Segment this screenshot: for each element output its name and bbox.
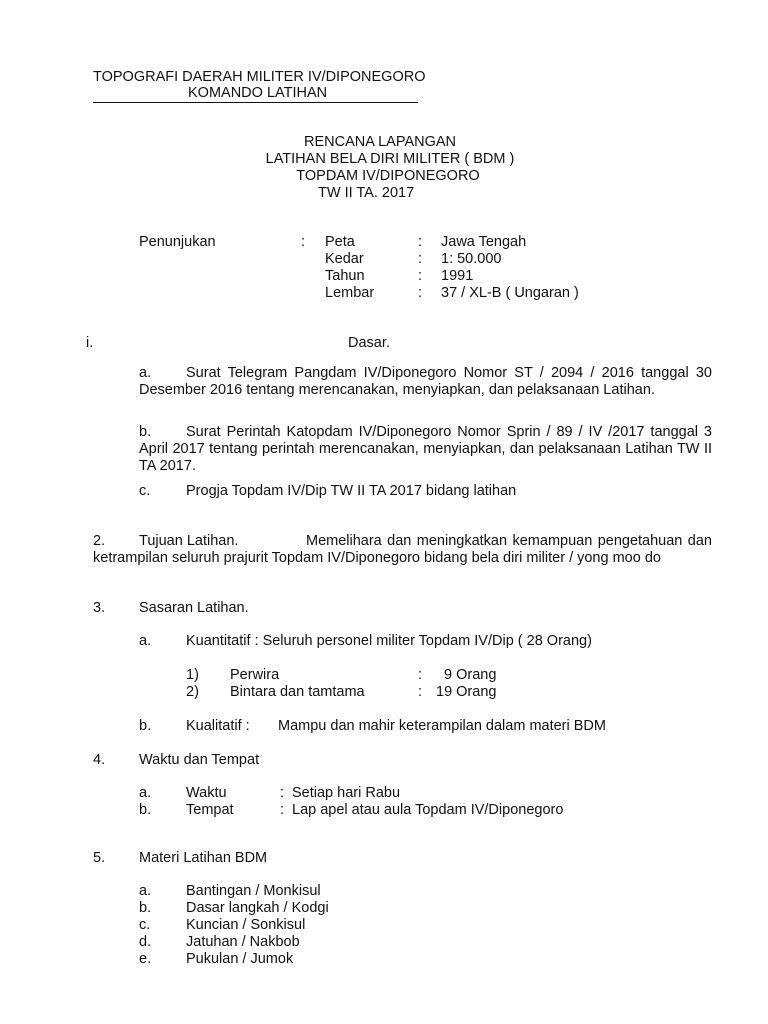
materi-item-text: Kuncian / Sonkisul bbox=[186, 917, 306, 933]
waktu-row-label: Waktu bbox=[186, 785, 227, 801]
org-line-1: TOPOGRAFI DAERAH MILITER IV/DIPONEGORO bbox=[93, 69, 426, 85]
materi-item-text: Bantingan / Monkisul bbox=[186, 883, 321, 899]
waktu-row-value: Setiap hari Rabu bbox=[292, 785, 401, 801]
penunjukan-sep: : bbox=[418, 251, 423, 267]
sasaran-sub-label: Perwira bbox=[230, 667, 280, 683]
materi-heading: Materi Latihan BDM bbox=[139, 850, 268, 866]
penunjukan-sep: : bbox=[418, 268, 423, 284]
tujuan-text: Memelihara dan meningkatkan kemampuan pengetahuan dan ketrampilan seluruh prajurit Topdam IV/Diponegoro bidang bela diri militer / yong moo do bbox=[93, 533, 712, 566]
waktu-row-letter: b. bbox=[139, 802, 152, 818]
waktu-row-letter: a. bbox=[139, 785, 152, 801]
sasaran-b-label: Kualitatif : bbox=[186, 718, 250, 734]
dasar-item-text: Progja Topdam IV/Dip TW II TA 2017 bidang latihan bbox=[186, 483, 517, 499]
materi-item-text: Dasar langkah / Kodgi bbox=[186, 900, 329, 916]
sasaran-sub-label: Bintara dan tamtama bbox=[230, 684, 365, 700]
penunjukan-key: Kedar bbox=[325, 251, 364, 267]
sasaran-a-text: Kuantitatif : Seluruh personel militer Topdam IV/Dip ( 28 Orang) bbox=[186, 633, 592, 649]
penunjukan-label: Penunjukan bbox=[139, 234, 216, 250]
materi-item-text: Jatuhan / Nakbob bbox=[186, 934, 300, 950]
sasaran-number: 3. bbox=[93, 600, 106, 616]
sasaran-sub-sep: : bbox=[418, 667, 423, 683]
materi-item-letter: c. bbox=[139, 917, 151, 933]
dasar-item-text: Surat Telegram Pangdam IV/Diponegoro Nomor ST / 2094 / 2016 tanggal 30 Desember 2016 tentang merencanakan, menyiapkan, dan pelaksanaan Latihan. bbox=[139, 365, 712, 398]
org-line-2: KOMANDO LATIHAN bbox=[188, 85, 328, 101]
dasar-item-letter: c. bbox=[139, 483, 151, 499]
title-line-2: LATIHAN BELA DIRI MILITER ( BDM ) bbox=[265, 151, 515, 167]
header-underline bbox=[93, 102, 418, 103]
title-line-4: TW II TA. 2017 bbox=[318, 185, 415, 201]
dasar-item-text: Surat Perintah Katopdam IV/Diponegoro Nomor Sprin / 89 / IV /2017 tanggal 3 April 2017 tentang perintah merencanakan, menyiapkan, dan pelaksanaan Latihan TW II TA 2017. bbox=[139, 424, 712, 474]
sasaran-sub-value: 9 Orang bbox=[444, 667, 497, 683]
dasar-heading: Dasar. bbox=[348, 335, 390, 351]
penunjukan-key: Peta bbox=[325, 234, 355, 250]
waktu-heading: Waktu dan Tempat bbox=[139, 752, 260, 768]
penunjukan-value: 37 / XL-B ( Ungaran ) bbox=[441, 285, 579, 301]
title-line-1: RENCANA LAPANGAN bbox=[303, 134, 457, 150]
dasar-item-letter: b. bbox=[139, 424, 152, 440]
dasar-number: i. bbox=[86, 335, 94, 351]
sasaran-a-letter: a. bbox=[139, 633, 152, 649]
penunjukan-value: Jawa Tengah bbox=[441, 234, 527, 250]
dasar-item-letter: a. bbox=[139, 365, 152, 381]
penunjukan-key: Lembar bbox=[325, 285, 375, 301]
title-line-3: TOPDAM IV/DIPONEGORO bbox=[296, 168, 480, 184]
materi-item-letter: e. bbox=[139, 951, 152, 967]
materi-item-letter: d. bbox=[139, 934, 152, 950]
materi-item-letter: a. bbox=[139, 883, 152, 899]
penunjukan-colon: : bbox=[301, 234, 306, 250]
sasaran-sub-sep: : bbox=[418, 684, 423, 700]
waktu-number: 4. bbox=[93, 752, 106, 768]
sasaran-sub-num: 2) bbox=[186, 684, 199, 700]
sasaran-sub-value: 19 Orang bbox=[436, 684, 497, 700]
waktu-row-sep: : bbox=[280, 802, 285, 818]
waktu-row-label: Tempat bbox=[186, 802, 234, 818]
penunjukan-sep: : bbox=[418, 234, 423, 250]
sasaran-heading: Sasaran Latihan. bbox=[139, 600, 249, 616]
waktu-row-sep: : bbox=[280, 785, 285, 801]
tujuan-number: 2. bbox=[93, 533, 106, 549]
penunjukan-sep: : bbox=[418, 285, 423, 301]
penunjukan-value: 1991 bbox=[441, 268, 474, 284]
penunjukan-value: 1: 50.000 bbox=[441, 251, 502, 267]
sasaran-b-letter: b. bbox=[139, 718, 152, 734]
waktu-row-value: Lap apel atau aula Topdam IV/Diponegoro bbox=[292, 802, 564, 818]
sasaran-sub-num: 1) bbox=[186, 667, 199, 683]
materi-item-text: Pukulan / Jumok bbox=[186, 951, 294, 967]
sasaran-b-text: Mampu dan mahir keterampilan dalam materi BDM bbox=[278, 718, 606, 734]
penunjukan-key: Tahun bbox=[325, 268, 365, 284]
materi-number: 5. bbox=[93, 850, 106, 866]
tujuan-heading: Tujuan Latihan. bbox=[139, 533, 239, 549]
materi-item-letter: b. bbox=[139, 900, 152, 916]
